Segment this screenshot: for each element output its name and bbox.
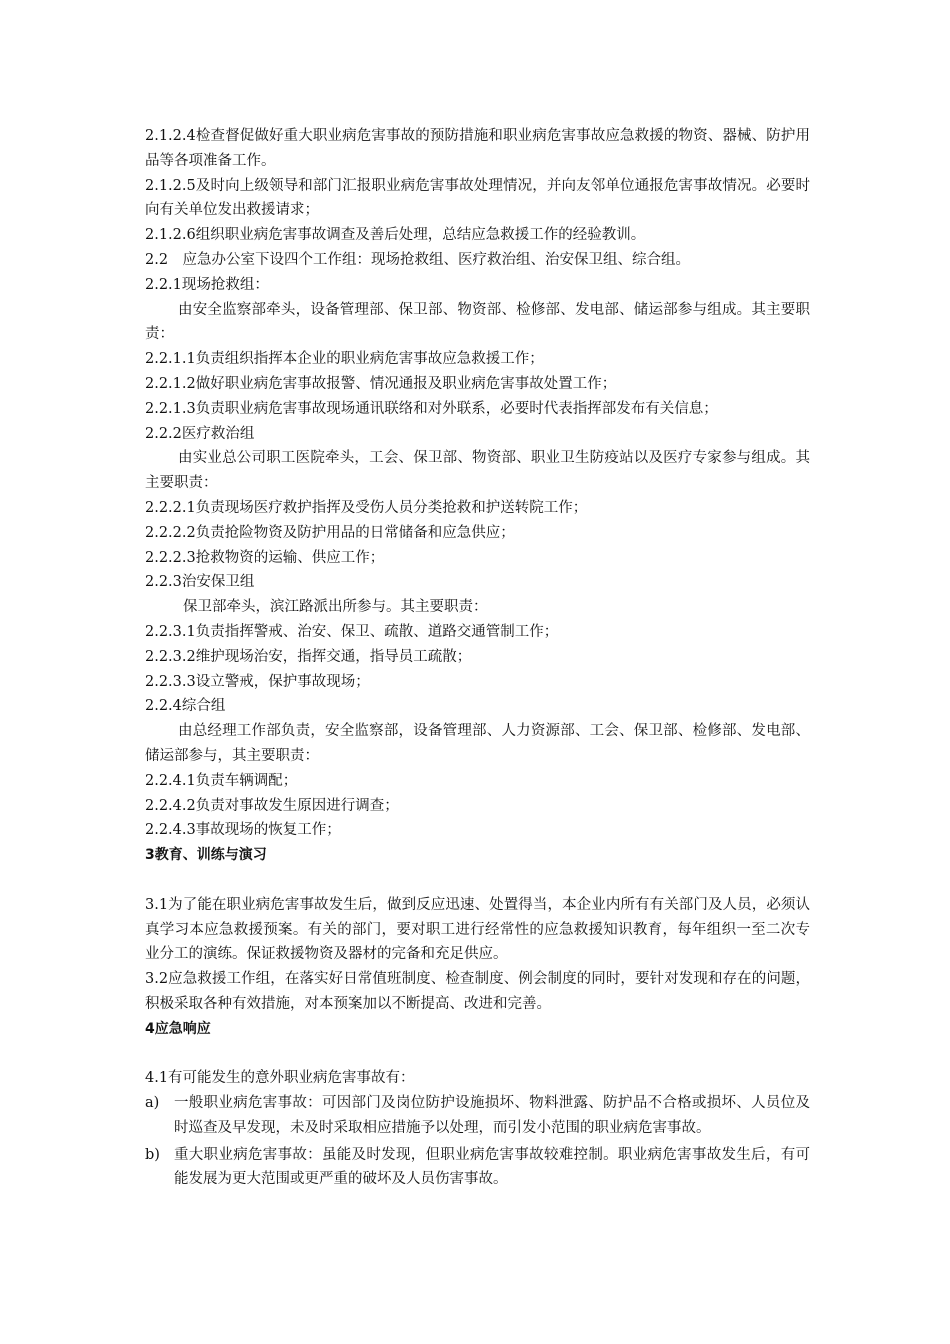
list-marker-b: b) — [145, 1146, 160, 1163]
paragraph-4-1: 4.1有可能发生的意外职业病危害事故有： — [145, 1070, 415, 1087]
document-page — [145, 124, 810, 1194]
section-heading-4: 4应急响应 — [145, 1020, 211, 1037]
paragraph-2-2-2-intro: 由实业总公司职工医院牵头，工会、保卫部、物资部、职业卫生防疫站以及医疗专家参与组成。其主要职责： — [145, 450, 810, 492]
paragraph-3-1: 3.1为了能在职业病危害事故发生后，做到反应迅速、处置得当，本企业内所有有关部门及人员，必须认真学习本应急救援预案。有关的部门，要对职工进行经常性的应急救援知识教育，每年组织一至二次专业分工的演练。保证救援物资及器材的完备和充足供应。 — [145, 896, 810, 963]
paragraph-2-1-2-4: 2.1.2.4检查督促做好重大职业病危害事故的预防措施和职业病危害事故应急救援的物资、器械、防护用品等各项准备工作。 — [145, 128, 810, 169]
subheading-2-2-2: 2.2.2医疗救治组 — [145, 425, 255, 442]
paragraph-2-2-3-3: 2.2.3.3设立警戒，保护事故现场； — [145, 673, 370, 690]
subheading-2-2-4: 2.2.4综合组 — [145, 698, 226, 715]
paragraph-2-2-2-2: 2.2.2.2负责抢险物资及防护用品的日常储备和应急供应； — [145, 524, 515, 541]
paragraph-2-2-3-1: 2.2.3.1负责指挥警戒、治安、保卫、疏散、道路交通管制工作； — [145, 623, 559, 640]
paragraph-2-2-4-intro: 由总经理工作部负责，安全监察部，设备管理部、人力资源部、工会、保卫部、检修部、发电部、储运部参与，其主要职责： — [145, 723, 810, 764]
list-text-b: 重大职业病危害事故：虽能及时发现，但职业病危害事故较难控制。职业病危害事故发生后，有可能发展为更大范围或更严重的破坏及人员伤害事故。 — [174, 1146, 810, 1188]
paragraph-2-2-1-1: 2.2.1.1负责组织指挥本企业的职业病危害事故应急救援工作； — [145, 351, 544, 368]
paragraph-2-2: 2.2 应急办公室下设四个工作组：现场抢救组、医疗救治组、治安保卫组、综合组。 — [145, 251, 691, 268]
paragraph-2-1-2-5: 2.1.2.5及时向上级领导和部门汇报职业病危害事故处理情况，并向友邻单位通报危害事故情况。必要时向有关单位发出救援请求； — [145, 177, 810, 219]
spacer — [145, 868, 810, 893]
list-item-a — [145, 1091, 810, 1141]
paragraph-2-2-2-3: 2.2.2.3抢救物资的运输、供应工作； — [145, 549, 385, 566]
paragraph-2-2-2-1: 2.2.2.1负责现场医疗救护指挥及受伤人员分类抢救和护送转院工作； — [145, 499, 588, 516]
paragraph-2-2-1-intro: 由安全监察部牵头，设备管理部、保卫部、物资部、检修部、发电部、储运部参与组成。其主要职责： — [145, 301, 810, 343]
paragraph-3-2: 3.2应急救援工作组，在落实好日常值班制度、检查制度、例会制度的同时，要针对发现和存在的问题，积极采取各种有效措施，对本预案加以不断提高、改进和完善。 — [145, 971, 810, 1012]
paragraph-2-2-4-2: 2.2.4.2负责对事故发生原因进行调查； — [145, 797, 399, 814]
list-item-b — [145, 1143, 810, 1193]
paragraph-2-1-2-6: 2.1.2.6组织职业病危害事故调查及善后处理，总结应急救援工作的经验教训。 — [145, 227, 646, 244]
list-marker-a: a) — [145, 1095, 160, 1112]
paragraph-2-2-3-intro: 保卫部牵头，滨江路派出所参与。其主要职责： — [183, 599, 488, 616]
paragraph-2-2-1-2: 2.2.1.2做好职业病危害事故报警、情况通报及职业病危害事故处置工作； — [145, 375, 617, 392]
subheading-2-2-1: 2.2.1现场抢救组： — [145, 276, 269, 293]
paragraph-2-2-4-3: 2.2.4.3事故现场的恢复工作； — [145, 822, 341, 839]
paragraph-2-2-3-2: 2.2.3.2维护现场治安，指挥交通，指导员工疏散； — [145, 648, 472, 665]
paragraph-2-2-4-1: 2.2.4.1负责车辆调配； — [145, 772, 298, 789]
paragraph-2-2-1-3: 2.2.1.3负责职业病危害事故现场通讯联络和对外联系，必要时代表指挥部发布有关信息； — [145, 400, 718, 417]
subheading-2-2-3: 2.2.3治安保卫组 — [145, 574, 255, 591]
list-text-a: 一般职业病危害事故：可因部门及岗位防护设施损坏、物料泄露、防护品不合格或损坏、人员位及时巡查及早发现，未及时采取相应措施予以处理，而引发小范围的职业病危害事故。 — [174, 1095, 810, 1136]
spacer — [145, 1041, 810, 1066]
section-heading-3: 3教育、训练与演习 — [145, 847, 267, 864]
